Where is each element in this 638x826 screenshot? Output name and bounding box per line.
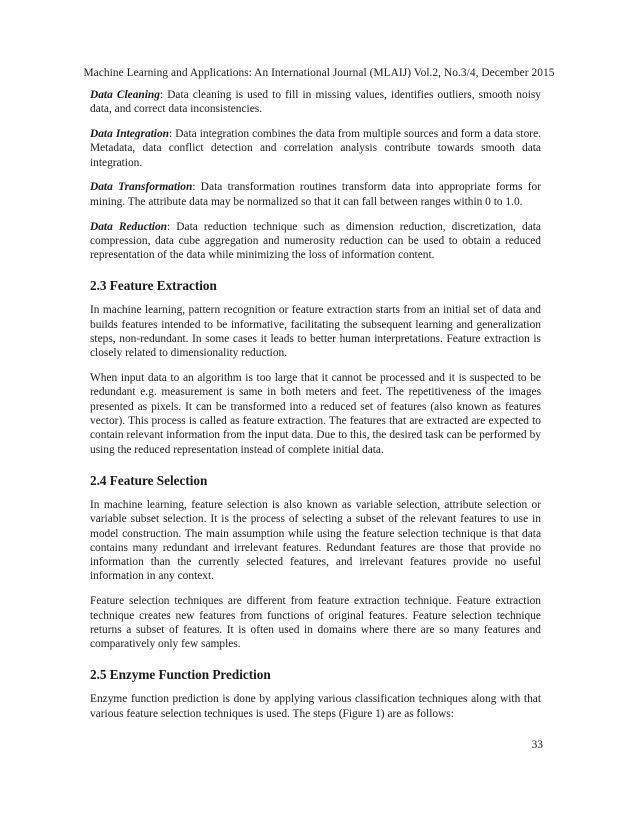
paragraph: In machine learning, feature selection is also known as variable selection, attribute selection or variable subset selection. It is the process of selecting a subset of the relevant features to use in model construction. The main assumption while using the feature selection technique is that data contains many redundant and irrelevant features. Redundant features are those that provide no information than the currently selected features, and irrelevant features provide no useful information in any context. xyxy=(90,498,541,583)
page-number: 33 xyxy=(531,739,543,751)
running-header: Machine Learning and Applications: An International Journal (MLAIJ) Vol.2, No.3/4, December 2015 xyxy=(83,67,555,79)
definition-text: : Data integration combines the data from multiple sources and form a data store. Metadata, data conflict detection and correlation analysis contribute towards smooth data integration. xyxy=(90,128,541,169)
definition-data-transformation xyxy=(90,180,541,209)
section-heading-enzyme-function-prediction: 2.5 Enzyme Function Prediction xyxy=(90,667,271,683)
definition-text: : Data reduction technique such as dimension reduction, discretization, data compression, data cube aggregation and numerosity reduction can be used to obtain a reduced representation of the data while minimizing the loss of information content. xyxy=(90,220,541,262)
paragraph: In machine learning, pattern recognition or feature extraction starts from an initial set of data and builds features intended to be informative, facilitating the subsequent learning and generalization steps, non-redundant. In some cases it leads to better human interpretations. Feature extraction is closely related to dimensionality reduction. xyxy=(90,304,541,360)
paragraph: Feature selection techniques are different from feature extraction technique. Feature extraction technique creates new features from functions of original features. Feature selection technique returns a subset of features. It is often used in domains where there are so many features and comparatively only few samples. xyxy=(90,595,541,651)
definition-term: Data Reduction xyxy=(90,220,168,233)
section-heading-feature-extraction: 2.3 Feature Extraction xyxy=(90,278,217,294)
definition-data-cleaning xyxy=(90,88,541,117)
definition-text: : Data transformation routines transform data into appropriate forms for mining. The attribute data may be normalized so that it can fall between ranges within 0 to 1.0. xyxy=(90,181,541,208)
definition-data-reduction xyxy=(90,220,541,263)
definition-text: : Data cleaning is used to fill in missing values, identifies outliers, smooth noisy data, and correct data inconsistencies. xyxy=(90,89,541,116)
definition-data-integration xyxy=(90,127,541,170)
definition-term: Data Integration xyxy=(90,128,169,141)
paragraph: Enzyme function prediction is done by applying various classification techniques along with that various feature selection techniques is used. The steps (Figure 1) are as follows: xyxy=(90,693,541,720)
definition-term: Data Cleaning xyxy=(90,89,160,101)
definition-term: Data Transformation xyxy=(90,181,193,194)
page-body xyxy=(90,88,541,732)
section-heading-feature-selection: 2.4 Feature Selection xyxy=(90,472,208,488)
paragraph: When input data to an algorithm is too large that it cannot be processed and it is suspected to be redundant e.g. measurement is same in both meters and feet. The repetitiveness of the images presented as pixels. It can be transformed into a reduced set of features (also known as features vector). This process is called as feature extraction. The features that are extracted are expected to contain relevant information from the input data. Due to this, the desired task can be performed by using the reduced representation instead of complete initial data. xyxy=(90,372,541,456)
